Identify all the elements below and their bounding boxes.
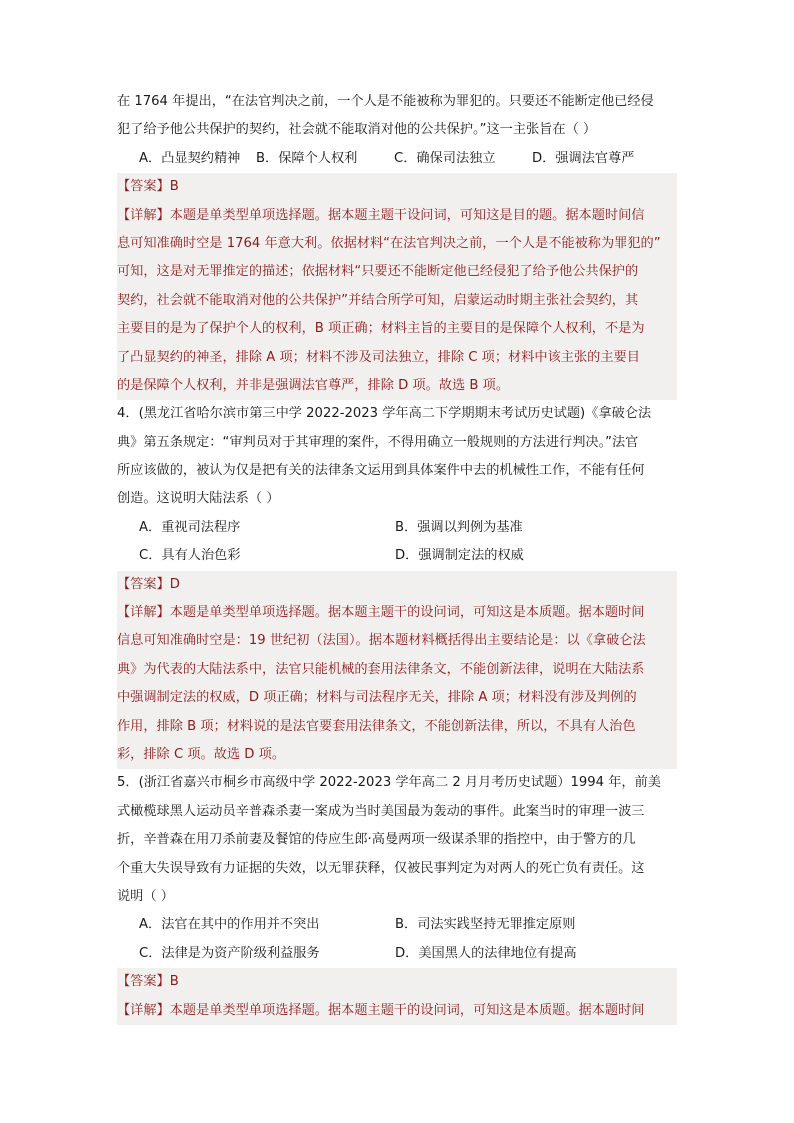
detail-line: 作用，排除 B 项；材料说的是法官要套用法律条文，不能创新法律，所以，不具有人治色 bbox=[117, 718, 636, 734]
question-4-line-2: 典》第五条规定：“审判员对于其审理的案件，不得用确立一般规则的方法进行判决。”法官 bbox=[117, 434, 639, 450]
answer-block-4 bbox=[117, 571, 677, 770]
question-4-line-4: 创造。这说明大陆法系（ ） bbox=[117, 491, 280, 507]
detail-line: 彩，排除 C 项。故选 D 项。 bbox=[117, 746, 286, 762]
question-3-options bbox=[117, 145, 677, 173]
answer-label: 【答案】B bbox=[117, 179, 179, 195]
document-page bbox=[117, 88, 677, 1025]
option-c: C．具有人治色彩 bbox=[139, 548, 241, 564]
detail-line: 契约，社会就不能取消对他的公共保护”并结合所学可知，启蒙运动时期主张社会契约，其 bbox=[117, 292, 639, 308]
detail-line: 【详解】本题是单类型单项选择题。据本题主题干设问词，可知这是目的题。据本题时间信 bbox=[117, 207, 645, 223]
option-d: D．美国黑人的法律地位有提高 bbox=[395, 945, 577, 961]
question-5-line-1: 5．(浙江省嘉兴市桐乡市高级中学 2022-2023 学年高二 2 月月考历史试题）1994 年，前美 bbox=[117, 775, 661, 791]
option-b: B．司法实践坚持无罪推定原则 bbox=[395, 917, 576, 933]
detail-line: 【详解】本题是单类型单项选择题。据本题主题干的设问词，可知这是本质题。据本题时间 bbox=[117, 605, 645, 621]
question-4-line-1: 4．(黑龙江省哈尔滨市第三中学 2022-2023 学年高二下学期期末考试历史试题)《拿破仑法 bbox=[117, 406, 652, 422]
question-5-options-row-1 bbox=[117, 911, 677, 939]
option-c: C．法律是为资产阶级利益服务 bbox=[139, 945, 320, 961]
option-a: A．凸显契约精神 bbox=[139, 150, 241, 166]
option-c: C．确保司法独立 bbox=[394, 150, 496, 166]
answer-label: 【答案】D bbox=[117, 576, 180, 592]
detail-line: 【详解】本题是单类型单项选择题。据本题主题干的设问词，可知这是本质题。据本题时间 bbox=[117, 1002, 645, 1018]
question-5-line-5: 说明（ ） bbox=[117, 888, 174, 904]
option-b: B．保障个人权利 bbox=[256, 150, 358, 166]
question-4-options-row-1 bbox=[117, 514, 677, 542]
option-a: A．重视司法程序 bbox=[139, 519, 241, 535]
answer-block-5 bbox=[117, 968, 677, 1025]
detail-line: 信息可知准确时空是：19 世纪初（法国）。据本题材料概括得出主要结论是：以《拿破仑法 bbox=[117, 633, 646, 649]
option-d: D．强调法官尊严 bbox=[532, 150, 635, 166]
question-3-line-1: 在 1764 年提出，“在法官判决之前，一个人是不能被称为罪犯的。只要还不能断定他已经侵 bbox=[117, 94, 654, 109]
question-4-options-row-2 bbox=[117, 542, 677, 570]
question-3-line-2: 犯了给予他公共保护的契约，社会就不能取消对他的公共保护。”这一主张旨在（ ） bbox=[117, 122, 597, 138]
question-5-line-2: 式橄榄球黑人运动员辛普森杀妻一案成为当时美国最为轰动的事件。此案当时的审理一波三 bbox=[117, 803, 645, 819]
question-5-line-4: 个重大失误导致有力证据的失效，以无罪获释，仅被民事判定为对两人的死亡负有责任。这 bbox=[117, 860, 645, 876]
detail-line: 息可知准确时空是 1764 年意大利。依据材料“在法官判决之前，一个人是不能被称为罪犯的” bbox=[117, 235, 661, 251]
question-5-line-3: 折，辛普森在用刀杀前妻及餐馆的侍应生郎·高曼两项一级谋杀罪的指控中，由于警方的几 bbox=[117, 832, 636, 848]
detail-line: 中强调制定法的权威，D 项正确；材料与司法程序无关，排除 A 项；材料没有涉及判例的 bbox=[117, 690, 637, 706]
detail-line: 的是保障个人权利，并非是强调法官尊严，排除 D 项。故选 B 项。 bbox=[117, 377, 510, 393]
detail-line: 可知，这是对无罪推定的描述；依据材料“只要还不能断定他已经侵犯了给予他公共保护的 bbox=[117, 264, 639, 280]
question-4-line-3: 所应该做的，被认为仅是把有关的法律条文运用到具体案件中去的机械性工作，不能有任何 bbox=[117, 463, 645, 479]
option-a: A．法官在其中的作用并不突出 bbox=[139, 917, 320, 933]
detail-line: 主要目的是为了保护个人的权利，B 项正确；材料主旨的主要目的是保障个人权利，不是为 bbox=[117, 321, 645, 337]
answer-label: 【答案】B bbox=[117, 974, 179, 990]
detail-line: 典》为代表的大陆法系中，法官只能机械的套用法律条文，不能创新法律，说明在大陆法系 bbox=[117, 661, 645, 677]
option-b: B．强调以判例为基准 bbox=[395, 519, 523, 535]
question-5-options-row-2 bbox=[117, 940, 677, 968]
detail-line: 了凸显契约的神圣，排除 A 项；材料不涉及司法独立，排除 C 项；材料中该主张的主要目 bbox=[117, 349, 640, 365]
option-d: D．强调制定法的权威 bbox=[395, 548, 524, 564]
answer-block-3 bbox=[117, 173, 677, 400]
